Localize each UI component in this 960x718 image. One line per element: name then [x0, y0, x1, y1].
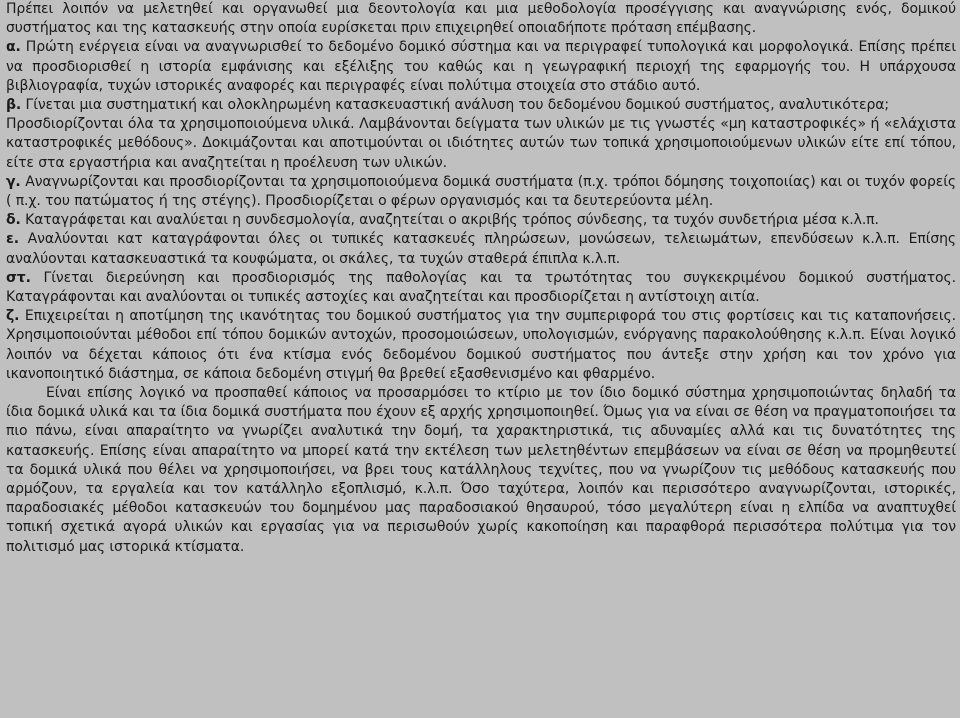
item-gamma: [6, 173, 956, 211]
item-alpha: [6, 38, 956, 96]
item-marker: α.: [6, 39, 21, 56]
paragraph-text: Είναι επίσης λογικό να προσπαθεί κάποιος να προσαρμόσει το κτίριο με τον ίδιο δομικό σύστημα χρησιμοποιώντας δηλαδή τα ίδια δομικά υλικά και τα ίδια δομικά συστήματα που έχουν εξ αρχής χρησιμοποιηθεί. Όμως για να είναι σε θέση να πραγματοποιήσει τα πιο πάνω, είναι απαραίτητο να γνωρίζει αναλυτικά την δομή, τα χαρακτηριστικά, τις αδυναμίες αλλά και τις δυνατότητες της κατασκευής. Επίσης είναι απαραίτητο να μπορεί κατά την εκτέλεση των μελετηθέντων επεμβάσεων να είναι σε θέση να προμηθευτεί τα δομικά υλικά που θέλει να χρησιμοποιήσει, να βρει τους κατάλληλους τεχνίτες, που να γνωρίζουν τις μεθόδους κατασκευής που αρμόζουν, τα εργαλεία και τον κατάλληλο εξοπλισμό, κ.λ.π. Όσο ταχύτερα, λοιπόν και περισσότερο αναγνωρίζονται, ιστορικές, παραδοσιακές μέθοδοι κατασκευών του δομημένου μας παραδοσιακού θησαυρού, τόσο μεγαλύτερη είναι η ελπίδα να αναπτυχθεί τοπική σχετικά αγορά υλικών και εργασίας για να περισωθούν χωρίς κακοποίηση και παραφθορά περισσότερα πολύτιμα για τον πολιτισμό μας ιστορικά κτίσματα.: [6, 385, 956, 555]
paragraph-text: Καταγράφεται και αναλύεται η συνδεσμολογία, αναζητείται ο ακριβής τρόπος σύνδεσης, τα τυχόν συνδετήρια μέσα κ.λ.π.: [20, 212, 879, 229]
paragraph-text: Αναλύονται κατ καταγράφονται όλες οι τυπικές κατασκευές πληρώσεων, μονώσεων, τελειωμάτων, επενδύσεων κ.λ.π. Επίσης αναλύονται κατασκευαστικά τα κουφώματα, οι σκάλες, τα τυχών σταθερά έπιπλα κ.λ.π.: [6, 231, 956, 267]
item-delta: [6, 211, 956, 230]
paragraph-text: Επιχειρείται η αποτίμηση της ικανότητας του δομικού συστήματος για την συμπεριφορά του στις φορτίσεις και τις καταπονήσεις. Χρησιμοποιούνται μέθοδοι επί τόπου δομικών αντοχών, προσομοιώσεων, υπολογισμών, ενόργανης παρακολούθησης κ.λ.π. Είναι λογικό λοιπόν να δέχεται κάποιος ότι ένα κτίσμα ενός δεδομένου δομικού συστήματος που άντεξε στην χρήση και τον χρόνο για ικανοποιητικό διάστημα, σε κάποια δεδομένη στιγμή θα βρεθεί εξασθενισμένο και φθαρμένο.: [6, 308, 956, 382]
paragraph-text: Πρώτη ενέργεια είναι να αναγνωρισθεί το δεδομένο δομικό σύστημα και να περιγραφεί τυπολογικά και μορφολογικά. Επίσης πρέπει να προσδιορισθεί η ιστορία εμφάνισης και εξέλιξης του καθώς και η γεωγραφική περιοχή της εφαρμογής του. Η υπάρχουσα βιβλιογραφία, τυχών ιστορικές αναφορές και περιγραφές είναι πολύτιμα στοιχεία στο στάδιο αυτό.: [6, 39, 956, 94]
item-beta: [6, 96, 956, 115]
item-marker: γ.: [6, 173, 21, 190]
item-stigma: [6, 269, 956, 307]
item-marker: ε.: [6, 231, 19, 248]
intro-paragraph: [6, 0, 956, 38]
item-epsilon: [6, 230, 956, 268]
item-marker: ζ.: [6, 308, 20, 325]
paragraph-text: Πρέπει λοιπόν να μελετηθεί και οργανωθεί μια δεοντολογία και μια μεθοδολογία προσέγγισης και αναγνώρισης ενός, δομικού συστήματος και της κατασκευής στην οποία ευρίσκεται πριν επιχειρηθεί οποιαδήποτε πρόταση επέμβασης.: [6, 1, 956, 37]
paragraph-text: Γίνεται διερεύνηση και προσδιορισμός της παθολογίας και τα τρωτότητας του συγκεκριμένου δομικού συστήματος. Καταγράφονται και αναλύονται οι τυπικές αστοχίες και αναζητείται και προσδιορίζεται η αντίστοιχη αιτία.: [6, 269, 956, 306]
item-marker: β.: [6, 97, 22, 114]
item-marker: δ.: [6, 212, 21, 229]
paragraph-text: Γίνεται μια συστηματική και ολοκληρωμένη κατασκευαστική ανάλυση του δεδομένου δομικού συστήματος, αναλυτικότερα;: [21, 97, 889, 114]
item-zeta: [6, 307, 956, 384]
closing-paragraph: [6, 384, 956, 557]
paragraph-text: Αναγνωρίζονται και προσδιορίζονται τα χρησιμοποιούμενα δομικά συστήματα (π.χ. τρόποι δόμησης τοιχοποιίας) και οι τυχόν φορείς ( π.χ. του πατώματος ή της στέγης). Προσδιορίζεται ο φέρων οργανισμός και τα δευτερεύοντα μέλη.: [6, 173, 956, 210]
paragraph-text: Προσδιορίζονται όλα τα χρησιμοποιούμενα υλικά. Λαμβάνονται δείγματα των υλικών με τις γνωστές «μη καταστροφικές» ή «ελάχιστα καταστροφικές μεθόδους». Δοκιμάζονται και αποτιμούνται οι ιδιότητες αυτών των τοπικά χρησιμοποιούμενων υλικών είτε επί τόπου, είτε στα εργαστήρια και αναζητείται η προέλευση των υλικών.: [6, 116, 956, 171]
materials-paragraph: [6, 115, 956, 173]
item-marker: στ.: [6, 269, 31, 286]
